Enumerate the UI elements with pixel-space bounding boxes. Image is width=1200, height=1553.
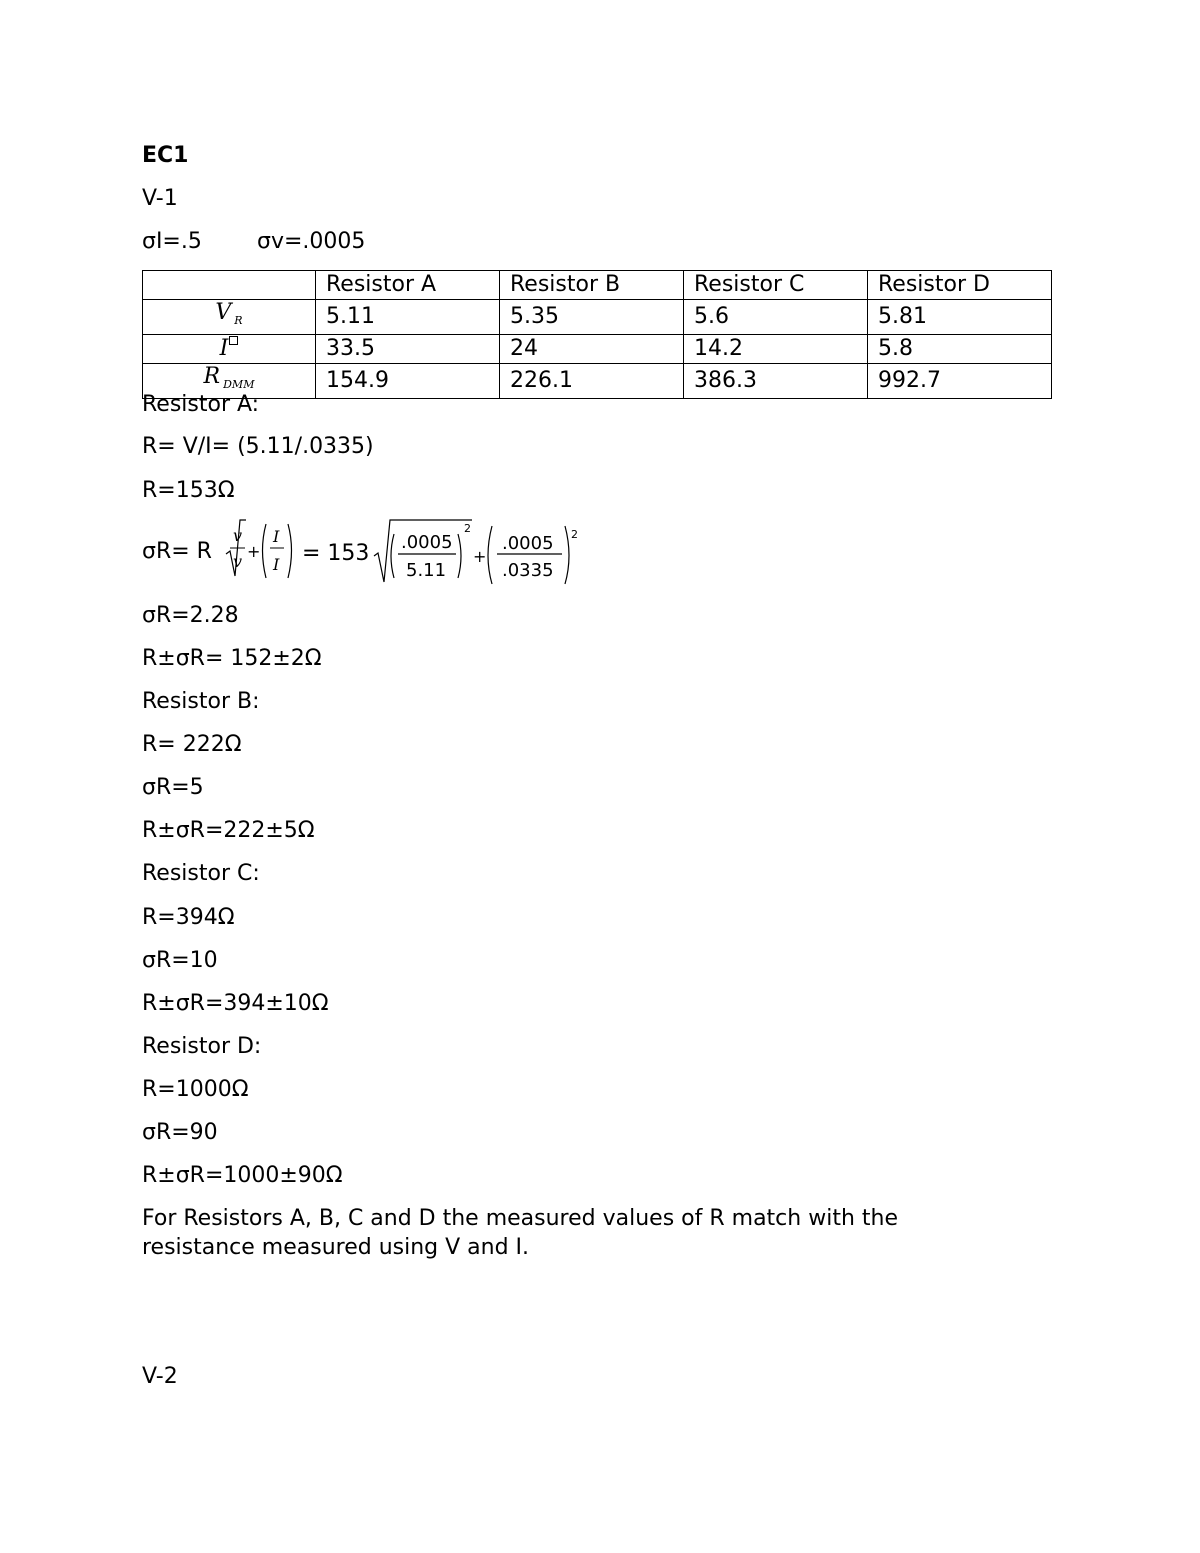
table-cell: 154.9 [316, 364, 500, 399]
svg-text:+: + [247, 542, 261, 561]
frac1-den: 5.11 [406, 560, 447, 581]
table-header-row [143, 271, 1052, 300]
table-cell: 5.6 [684, 300, 868, 335]
svg-text:I: I [273, 555, 280, 574]
table-header-cell: Resistor C [684, 271, 868, 300]
resistor-a-sigma-value: σR=2.28 [142, 603, 239, 628]
table-cell: 5.35 [500, 300, 684, 335]
resistor-b-r-value: R= 222Ω [142, 732, 242, 757]
resistor-a-result: R±σR= 152±2Ω [142, 646, 322, 671]
table-cell: 14.2 [684, 335, 868, 364]
table-header-cell: Resistor D [868, 271, 1052, 300]
exp-2: 2 [571, 528, 578, 541]
sigma-eq: = 153 [302, 541, 370, 566]
table-row [143, 300, 1052, 335]
resistor-c-title: Resistor C: [142, 861, 260, 886]
row-symbol: I [219, 336, 229, 361]
table-row [143, 364, 1052, 399]
row-label-vr [143, 300, 316, 335]
sigma-i: σI=.5 [142, 229, 202, 254]
resistor-a-r-formula: R= V/I= (5.11/.0335) [142, 434, 374, 459]
resistor-a-r-value: R=153Ω [142, 478, 235, 503]
table-cell: 5.81 [868, 300, 1052, 335]
table-cell: 226.1 [500, 364, 684, 399]
section-v2-label: V-2 [142, 1364, 178, 1389]
resistor-d-result: R±σR=1000±90Ω [142, 1163, 343, 1188]
formula-graphic [142, 516, 602, 588]
row-symbol: R [203, 364, 221, 389]
exp-1: 2 [464, 522, 471, 535]
sigma-r-label: σR= R [142, 539, 212, 564]
table-cell: 24 [500, 335, 684, 364]
resistor-c-result: R±σR=394±10Ω [142, 991, 329, 1016]
svg-text:v: v [233, 526, 243, 545]
resistor-b-title: Resistor B: [142, 689, 260, 714]
table-cell: 992.7 [868, 364, 1052, 399]
section-v1-label: V-1 [142, 186, 178, 211]
resistor-d-r-value: R=1000Ω [142, 1077, 249, 1102]
table-cell: 5.11 [316, 300, 500, 335]
doc-heading: EC1 [142, 143, 189, 168]
table-row [143, 335, 1052, 364]
conclusion-line-1: For Resistors A, B, C and D the measured values of R match with the [142, 1206, 898, 1231]
frac1-num: .0005 [401, 532, 453, 553]
table-header-cell [143, 271, 316, 300]
sigma-r-formula [142, 516, 602, 588]
resistor-c-r-value: R=394Ω [142, 905, 235, 930]
resistor-a-title: Resistor A: [142, 392, 260, 417]
resistor-d-title: Resistor D: [142, 1034, 262, 1059]
frac2-den: .0335 [502, 560, 554, 581]
table-cell: 5.8 [868, 335, 1052, 364]
resistor-table [142, 270, 1052, 399]
table-header-cell: Resistor A [316, 271, 500, 300]
missing-glyph-icon [229, 336, 238, 345]
svg-text:+: + [473, 547, 487, 566]
row-subscript: R [234, 314, 243, 327]
sigma-v: σv=.0005 [257, 229, 366, 254]
resistor-c-sigma-value: σR=10 [142, 948, 218, 973]
row-symbol: V [215, 300, 232, 325]
frac2-num: .0005 [502, 533, 554, 554]
table-header-cell: Resistor B [500, 271, 684, 300]
conclusion-line-2: resistance measured using V and I. [142, 1235, 530, 1260]
row-subscript: DMM [223, 378, 255, 391]
svg-text:v: v [233, 552, 243, 571]
table-cell: 33.5 [316, 335, 500, 364]
table-cell: 386.3 [684, 364, 868, 399]
resistor-d-sigma-value: σR=90 [142, 1120, 218, 1145]
svg-text:I: I [273, 527, 280, 546]
resistor-b-sigma-value: σR=5 [142, 775, 204, 800]
row-label-i [143, 335, 316, 364]
resistor-b-result: R±σR=222±5Ω [142, 818, 315, 843]
